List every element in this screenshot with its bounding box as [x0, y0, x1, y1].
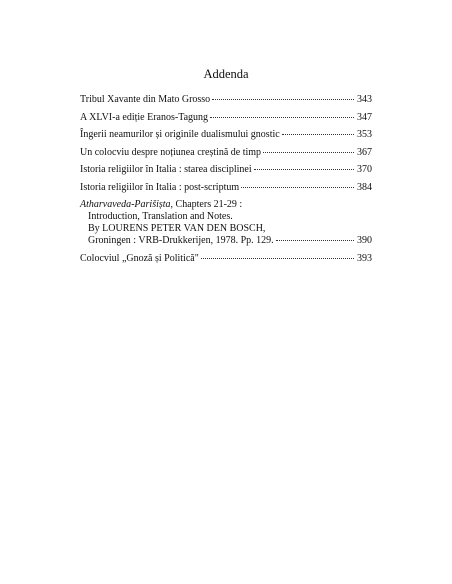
review-subtitle-line: Introduction, Translation and Notes. — [88, 211, 233, 222]
toc-entry-title: Tribul Xavante din Mato Grosso — [80, 94, 211, 105]
dot-leader — [254, 169, 354, 170]
dot-leader — [241, 187, 354, 188]
toc-entry — [80, 164, 372, 176]
dot-leader — [263, 152, 354, 153]
toc-entry-page: 367 — [357, 146, 372, 158]
dot-leader — [212, 99, 354, 100]
toc-entry-title: Istoria religiilor în Italia : starea disciplinei — [80, 164, 252, 175]
toc-entry-page: 347 — [357, 111, 372, 123]
toc-entry-page: 343 — [357, 94, 372, 105]
dot-leader — [276, 240, 354, 241]
toc-entry-title: Îngerii neamurilor și originile dualismului gnostic — [80, 129, 280, 140]
dot-leader — [210, 117, 354, 118]
review-publisher-text: Groningen : VRB-Drukkerijen, 1978. Pp. 129. — [88, 235, 274, 246]
toc-entry-page: 390 — [357, 235, 372, 246]
review-author-line: By LOURENS PETER VAN DEN BOSCH, — [88, 223, 266, 234]
review-title-rest: , Chapters 21-29 : — [170, 199, 243, 210]
toc-entry — [80, 253, 372, 265]
toc-entry-title: Istoria religiilor în Italia : post-scriptum — [80, 181, 240, 193]
page-title: Addenda — [203, 67, 249, 81]
toc-entry — [80, 147, 372, 159]
review-title-italic: Atharvaveda-Parišișta — [80, 199, 171, 210]
review-publisher-line — [80, 235, 372, 247]
toc-entry-page: 393 — [357, 252, 372, 264]
toc-entry-title: Un colocviu despre noțiunea creștină de timp — [80, 146, 262, 158]
toc-entry — [80, 182, 372, 194]
toc-entry — [80, 94, 372, 106]
toc-entry-title: A XLVI-a ediție Eranos-Tagung — [80, 111, 209, 123]
toc-review-entry — [80, 199, 372, 247]
toc-entry-title: Colocviul „Gnoză și Politică" — [80, 252, 199, 264]
review-title-line — [80, 199, 372, 211]
toc-entry-page: 370 — [357, 164, 372, 175]
toc-entry-page: 384 — [357, 181, 372, 193]
toc-entry — [80, 112, 372, 124]
dot-leader — [282, 134, 354, 135]
toc-entry-page: 353 — [357, 129, 372, 140]
table-of-contents — [80, 94, 372, 270]
dot-leader — [201, 258, 354, 259]
toc-entry — [80, 129, 372, 141]
